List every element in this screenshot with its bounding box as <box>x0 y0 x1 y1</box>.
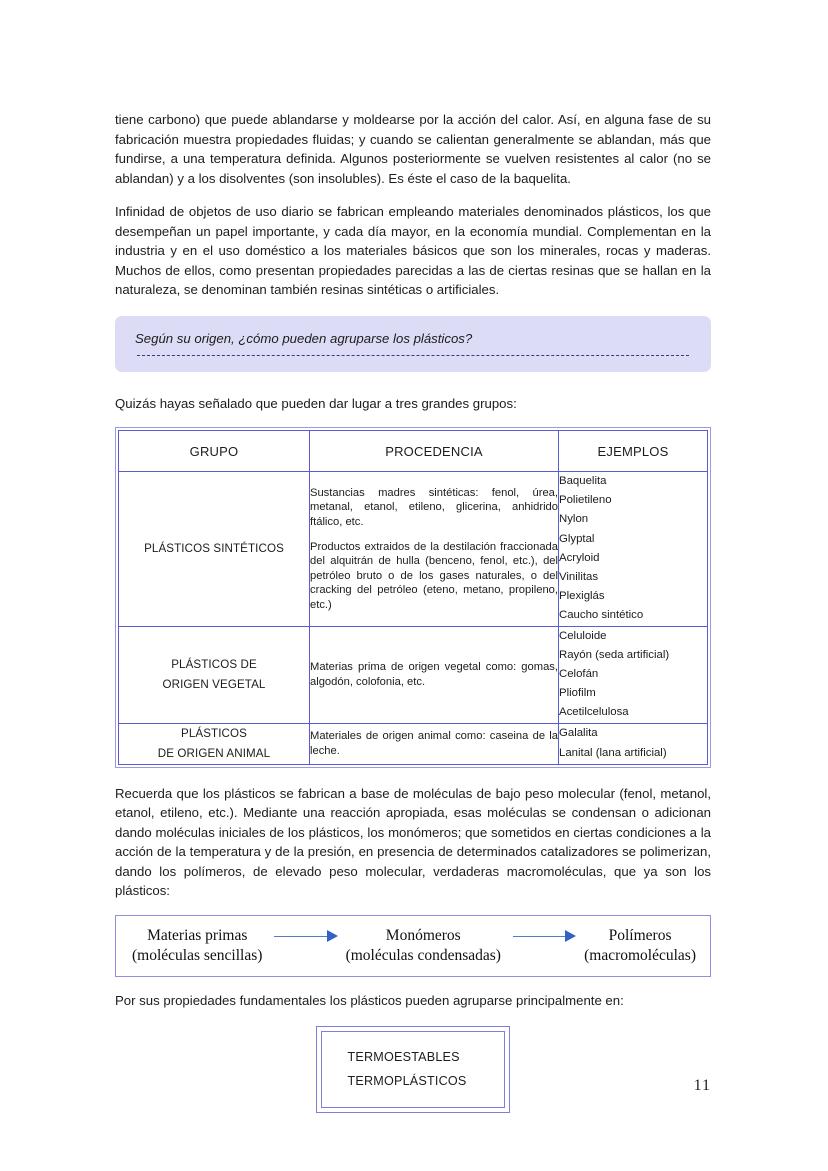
termo-box-wrapper <box>115 1026 711 1113</box>
header-procedencia: PROCEDENCIA <box>310 431 559 472</box>
procedencia-paragraph: Materias prima de origen vegetal como: gomas, algodón, colofonia, etc. <box>310 661 558 688</box>
ejemplo-item: Nylon <box>559 513 589 526</box>
procedencia-paragraph: Materiales de origen animal como: caseina de la leche. <box>310 730 558 757</box>
ejemplo-item: Baquelita <box>559 475 607 487</box>
paragraph-polymerization: Recuerda que los plásticos se fabrican a base de moléculas de bajo peso molecular (fenol, metanol, etanol, etileno, etc.). Mediante una reacción apropiada, esas moléculas se condensan o adicionan dando moléculas iniciales de los plásticos, los monómeros; que sometidos en ciertas condiciones a la acción de la temperatura y de la presión, en presencia de determinados catalizadores se polimerizan, dando los polímeros, de elevado peso molecular, verdaderas macromoléculas, que ya son los plásticos: <box>115 785 711 899</box>
ejemplo-item: Celuloide <box>559 629 607 642</box>
grupo-label-line2: ORIGEN VEGETAL <box>162 677 266 691</box>
cell-grupo <box>119 626 310 723</box>
cell-procedencia <box>310 626 559 723</box>
arrow-right-icon <box>505 930 580 944</box>
header-grupo: GRUPO <box>119 431 310 472</box>
flow-node-subtitle: (moléculas sencillas) <box>132 946 263 964</box>
closing-intro-line: Por sus propiedades fundamentales los plásticos pueden agruparse principalmente en: <box>115 992 624 1008</box>
ejemplo-item: Acetilcelulosa <box>559 706 629 719</box>
flow-node-title: Materias primas <box>147 926 248 944</box>
grupo-label-line1: PLÁSTICOS DE <box>171 657 257 671</box>
table-row <box>119 723 708 764</box>
flow-node-subtitle: (macromoléculas) <box>584 946 696 964</box>
ejemplo-item: Caucho sintético <box>559 609 644 622</box>
plastics-table-wrapper <box>115 427 711 768</box>
ejemplo-item: Glyptal <box>559 532 595 545</box>
answer-dashed-rule[interactable] <box>137 355 689 356</box>
ejemplo-item: Pliofilm <box>559 687 596 700</box>
grupo-label-line2: DE ORIGEN ANIMAL <box>157 746 271 760</box>
termo-line-termoplasticos: TERMOPLÁSTICOS <box>347 1074 467 1089</box>
cell-procedencia <box>310 472 559 627</box>
ejemplo-item: Rayón (seda artificial) <box>559 648 670 661</box>
polymer-flow-diagram <box>115 915 711 977</box>
cell-grupo <box>119 723 310 764</box>
ejemplo-item: Polietileno <box>559 494 612 507</box>
question-callout <box>115 316 711 372</box>
grupo-label-line1: PLÁSTICOS SINTÉTICOS <box>144 541 284 555</box>
flow-node-polimeros <box>584 926 696 966</box>
plastics-table-head <box>119 431 708 472</box>
flow-node-subtitle: (moléculas condensadas) <box>345 946 501 964</box>
table-intro-line: Quizás hayas señalado que pueden dar lugar a tres grandes grupos: <box>115 395 517 411</box>
page-content <box>115 110 711 1113</box>
termo-box-inner <box>321 1031 506 1108</box>
grupo-label-line1: PLÁSTICOS <box>181 726 247 740</box>
cell-grupo <box>119 472 310 627</box>
question-text: Según su origen, ¿cómo pueden agruparse los plásticos? <box>135 330 473 346</box>
procedencia-paragraph: Productos extraidos de la destilación fraccionada del alquitrán de hulla (benceno, fenol, etc.), del petróleo bruto o de los gases naturales, o del cracking del petróleo (eteno, metano, propileno, etc.) <box>310 540 558 611</box>
ejemplo-item: Vinilitas <box>559 571 599 584</box>
termo-box-outer <box>316 1026 511 1113</box>
flow-node-materias-primas <box>132 926 262 966</box>
flow-node-title: Monómeros <box>385 926 461 944</box>
arrow-shaft <box>274 936 329 938</box>
paragraph-plastics-importance: Infinidad de objetos de uso diario se fabrican empleando materiales denominados plásticos, los que desempeñan un papel importante, y cada día mayor, en la economía mundial. Complementan en la industria y en el uso doméstico a los materiales básicos que son los minerales, rocas y maderas. Muchos de ellos, como presentan propiedades parecidas a las de ciertas resinas que se hallan en la naturaleza, se denominan también resinas sintéticas o artificiales. <box>115 204 711 297</box>
ejemplo-item: Plexiglás <box>559 590 605 603</box>
table-row <box>119 472 708 627</box>
ejemplo-item: Lanital (lana artificial) <box>559 746 667 759</box>
arrow-head <box>565 930 576 942</box>
cell-ejemplos <box>559 626 708 723</box>
flow-node-title: Polímeros <box>608 926 672 944</box>
termo-line-termoestables: TERMOESTABLES <box>347 1050 460 1065</box>
header-ejemplos: EJEMPLOS <box>559 431 708 472</box>
table-header-row <box>119 431 708 472</box>
table-row <box>119 626 708 723</box>
cell-ejemplos <box>559 723 708 764</box>
arrow-right-icon <box>266 930 341 944</box>
cell-procedencia <box>310 723 559 764</box>
paragraph-intro-thermal: tiene carbono) que puede ablandarse y moldearse por la acción del calor. Así, en alguna fase de su fabricación muestra propiedades fluidas; y cuando se calientan generalmente se ablandan, más que fundirse, a una temperatura definida. Algunos posteriormente se vuelven resistentes al calor (no se ablandan) y a los disolventes (son insolubles). Es éste el caso de la baquelita. <box>115 112 711 186</box>
page-number: 11 <box>693 1077 711 1094</box>
cell-ejemplos <box>559 472 708 627</box>
flow-node-monomeros <box>346 926 501 966</box>
ejemplo-item: Celofán <box>559 668 599 681</box>
plastics-table <box>118 430 708 765</box>
arrow-shaft <box>513 936 568 938</box>
procedencia-paragraph: Sustancias madres sintéticas: fenol, úrea, metanal, etanol, etileno, glicerina, anhidrido ftálico, etc. <box>310 486 558 528</box>
flow-inner <box>116 926 710 966</box>
ejemplo-item: Acryloid <box>559 551 600 564</box>
ejemplo-item: Galalita <box>559 727 598 740</box>
arrow-head <box>327 930 338 942</box>
plastics-table-body <box>119 472 708 765</box>
